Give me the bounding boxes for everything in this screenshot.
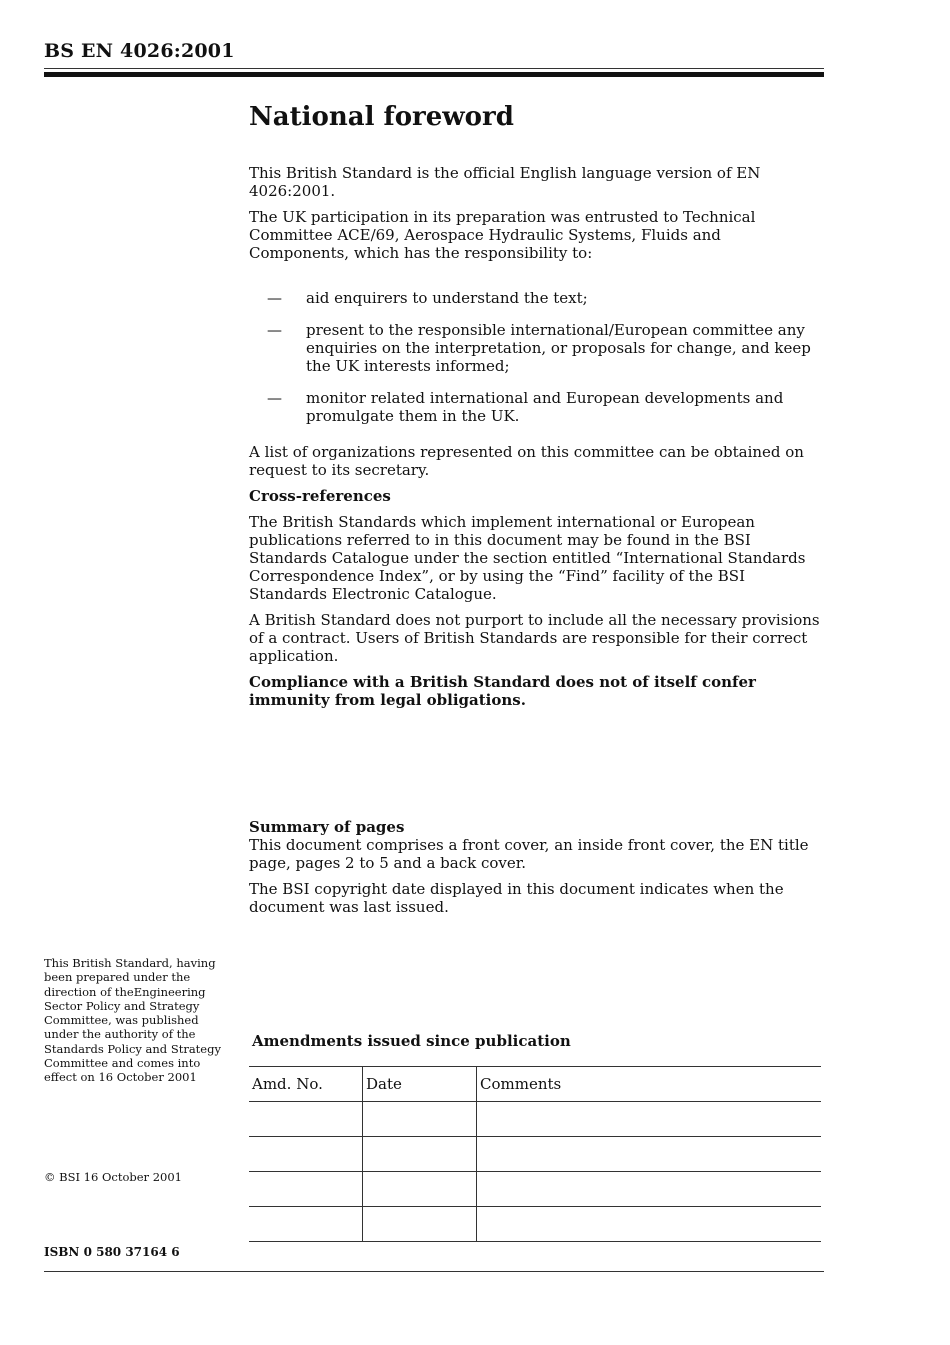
table-cell	[249, 1137, 363, 1172]
column-header-amd-no: Amd. No.	[249, 1067, 363, 1102]
summary-section	[249, 818, 823, 924]
table-cell	[477, 1172, 822, 1207]
provisions-paragraph: A British Standard does not purport to include all the necessary provisions of a contract. Users of British Standards are responsible for their correct application.	[249, 611, 820, 665]
list-item	[249, 289, 823, 307]
table-cell	[249, 1172, 363, 1207]
table-row	[249, 1102, 821, 1137]
table-cell	[363, 1102, 477, 1137]
dash-bullet: —	[267, 289, 282, 307]
column-header-date: Date	[363, 1067, 477, 1102]
table-cell	[363, 1207, 477, 1242]
table-row	[249, 1172, 821, 1207]
isbn: ISBN 0 580 37164 6	[44, 1245, 180, 1259]
list-item	[249, 389, 823, 425]
table-row	[249, 1207, 821, 1242]
header-rule-thin	[44, 68, 824, 69]
dash-bullet: —	[267, 321, 282, 339]
intro-paragraph: This British Standard is the official English language version of EN 4026:2001.	[249, 164, 761, 200]
table-cell	[477, 1102, 822, 1137]
copyright-date-paragraph: The BSI copyright date displayed in this document indicates when the document was last issued.	[249, 880, 784, 916]
responsibilities-list	[249, 289, 823, 425]
document-id: BS EN 4026:2001	[44, 40, 235, 62]
list-item-text: present to the responsible international/European committee any enquiries on the interpretation, or proposals for change, and keep the UK interests informed;	[306, 321, 811, 375]
table-cell	[477, 1137, 822, 1172]
participation-paragraph: The UK participation in its preparation was entrusted to Technical Committee ACE/69, Aerospace Hydraulic Systems, Fluids and Components, which has the responsibility to:	[249, 208, 756, 262]
page-title: National foreword	[249, 102, 514, 132]
table-cell	[249, 1102, 363, 1137]
table-cell	[249, 1207, 363, 1242]
dash-bullet: —	[267, 389, 282, 407]
foreword-body	[249, 164, 823, 717]
copyright-notice: © BSI 16 October 2001	[44, 1170, 182, 1184]
summary-paragraph: This document comprises a front cover, an inside front cover, the EN title page, pages 2 to 5 and a back cover.	[249, 836, 809, 872]
list-item	[249, 321, 823, 375]
list-item-text: aid enquirers to understand the text;	[306, 289, 588, 307]
organizations-paragraph: A list of organizations represented on this committee can be obtained on request to its secretary.	[249, 443, 804, 479]
header-rule-thick	[44, 72, 824, 77]
list-item-text: monitor related international and European developments and promulgate them in the UK.	[306, 389, 784, 425]
column-header-comments: Comments	[477, 1067, 822, 1102]
table-cell	[363, 1137, 477, 1172]
table-header-row	[249, 1067, 821, 1102]
footer-rule	[44, 1271, 824, 1272]
cross-references-heading: Cross-references	[249, 487, 391, 505]
table-row	[249, 1137, 821, 1172]
table-cell	[363, 1172, 477, 1207]
table-cell	[477, 1207, 822, 1242]
amendments-title: Amendments issued since publication	[252, 1032, 571, 1050]
amendments-table	[249, 1066, 821, 1242]
summary-heading: Summary of pages	[249, 818, 405, 836]
publication-note: This British Standard, having been prepared under the direction of theEngineering Sector Policy and Strategy Committee, was published under the authority of the Standards Policy and Strategy Committee and comes into effect on 16 October 2001	[44, 956, 221, 1085]
compliance-notice: Compliance with a British Standard does not of itself confer immunity from legal obligations.	[249, 673, 756, 709]
cross-references-paragraph: The British Standards which implement international or European publications referred to in this document may be found in the BSI Standards Catalogue under the section entitled “International Standards Correspondence Index”, or by using the “Find” facility of the BSI Standards Electronic Catalogue.	[249, 513, 806, 603]
